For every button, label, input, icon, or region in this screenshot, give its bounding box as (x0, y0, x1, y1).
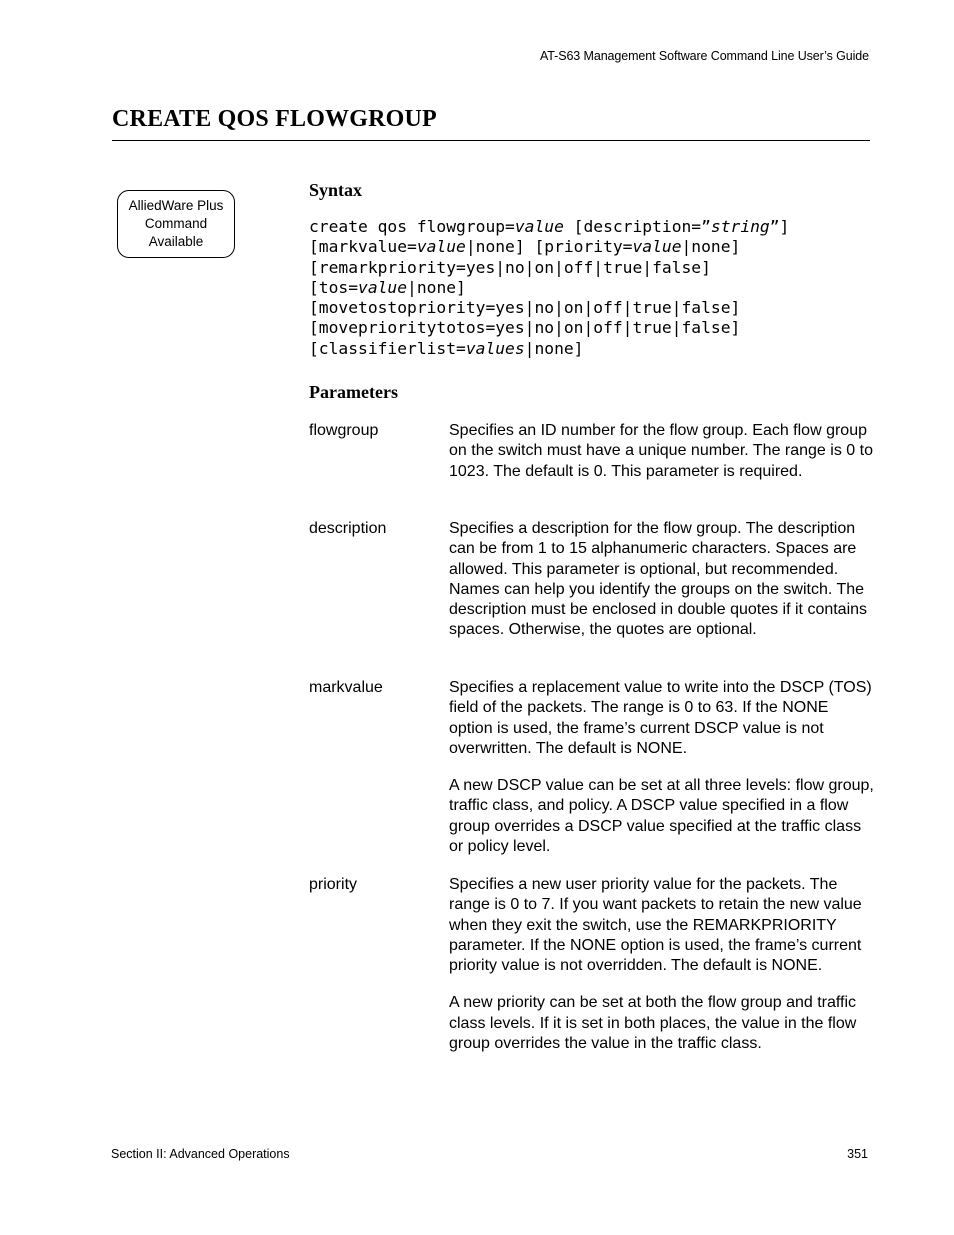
parameter-description (449, 678, 874, 874)
syntax-line (309, 237, 789, 257)
syntax-heading: Syntax (309, 180, 363, 200)
syntax-text: create qos flowgroup= (309, 217, 515, 236)
syntax-text: |none] (407, 277, 466, 297)
parameter-description (449, 875, 874, 1071)
description-paragraph: A new DSCP value can be set at all three levels: flow group, traffic class, and policy. A DSCP value specified in a flow group overrides a DSCP value specified at the traffic class or policy level. (449, 777, 874, 856)
page-title: CREATE QOS FLOWGROUP (112, 106, 437, 132)
parameter-description (449, 421, 874, 499)
syntax-placeholder: values (465, 338, 525, 358)
syntax-text: |none] (524, 338, 584, 358)
syntax-text: [description=” (563, 217, 711, 236)
syntax-line (309, 278, 789, 298)
parameter-name: flowgroup (309, 422, 379, 439)
description-paragraph: Specifies an ID number for the flow group. Each flow group on the switch must have a unique number. The range is 0 to 1023. The default is 0. This parameter is required. (449, 422, 873, 480)
footer-section-title: Section II: Advanced Operations (111, 1147, 290, 1161)
syntax-placeholder: value (416, 237, 466, 257)
syntax-line (309, 217, 789, 237)
syntax-placeholder: string (710, 217, 770, 236)
syntax-text: |none] (681, 237, 741, 257)
syntax-text: [markvalue= (309, 237, 417, 257)
title-rule (112, 140, 870, 141)
syntax-line (309, 339, 789, 359)
syntax-text: [classifierlist= (309, 338, 466, 358)
alliedware-plus-badge (117, 190, 235, 258)
description-paragraph: Specifies a description for the flow group. The description can be from 1 to 15 alphanumeric characters. Spaces are allowed. This parameter is optional, but recommended. Names can help you identify the groups on the switch. The description must be enclosed in double quotes if it contains spaces. Otherwise, the quotes are optional. (449, 520, 868, 639)
syntax-text: [movetostopriority=yes|no|on|off|true|false] (309, 298, 741, 318)
description-paragraph: Specifies a new user priority value for the packets. The range is 0 to 7. If you want packets to retain the new value when they exit the switch, use the REMARKPRIORITY parameter. If the NONE option is used, the frame’s current priority value is not overridden. The default is NONE. (449, 876, 862, 975)
badge-line-3: Available (148, 234, 204, 249)
syntax-placeholder: value (632, 237, 682, 257)
syntax-line (309, 258, 789, 278)
syntax-line (309, 298, 789, 318)
badge-line-2: Command (144, 216, 208, 231)
syntax-text: ”] (769, 217, 790, 236)
description-paragraph: Specifies a replacement value to write into the DSCP (TOS) field of the packets. The range is 0 to 63. If the NONE option is used, the frame’s current DSCP value is not overwritten. The default is NONE. (449, 679, 872, 757)
syntax-text: [tos= (309, 277, 359, 297)
parameter-name: priority (309, 876, 358, 893)
description-paragraph: A new priority can be set at both the flow group and traffic class levels. If it is set in both places, the value in the flow group overrides the value in the traffic class. (449, 994, 857, 1053)
footer-page-number: 351 (847, 1147, 868, 1161)
syntax-text: |none] [priority= (465, 237, 633, 257)
syntax-text: [remarkpriority=yes|no|on|off|true|false] (309, 257, 711, 277)
syntax-placeholder: value (358, 277, 408, 297)
syntax-block (309, 217, 789, 359)
syntax-text: [moveprioritytotos=yes|no|on|off|true|false] (309, 318, 741, 338)
badge-line-1: AlliedWare Plus (128, 198, 224, 213)
parameter-name: description (309, 520, 387, 537)
syntax-line (309, 318, 789, 338)
parameters-heading: Parameters (309, 382, 398, 402)
parameter-description (449, 519, 874, 658)
parameter-name: markvalue (309, 679, 383, 696)
syntax-placeholder: value (514, 217, 564, 236)
running-header: AT-S63 Management Software Command Line User’s Guide (540, 49, 869, 63)
